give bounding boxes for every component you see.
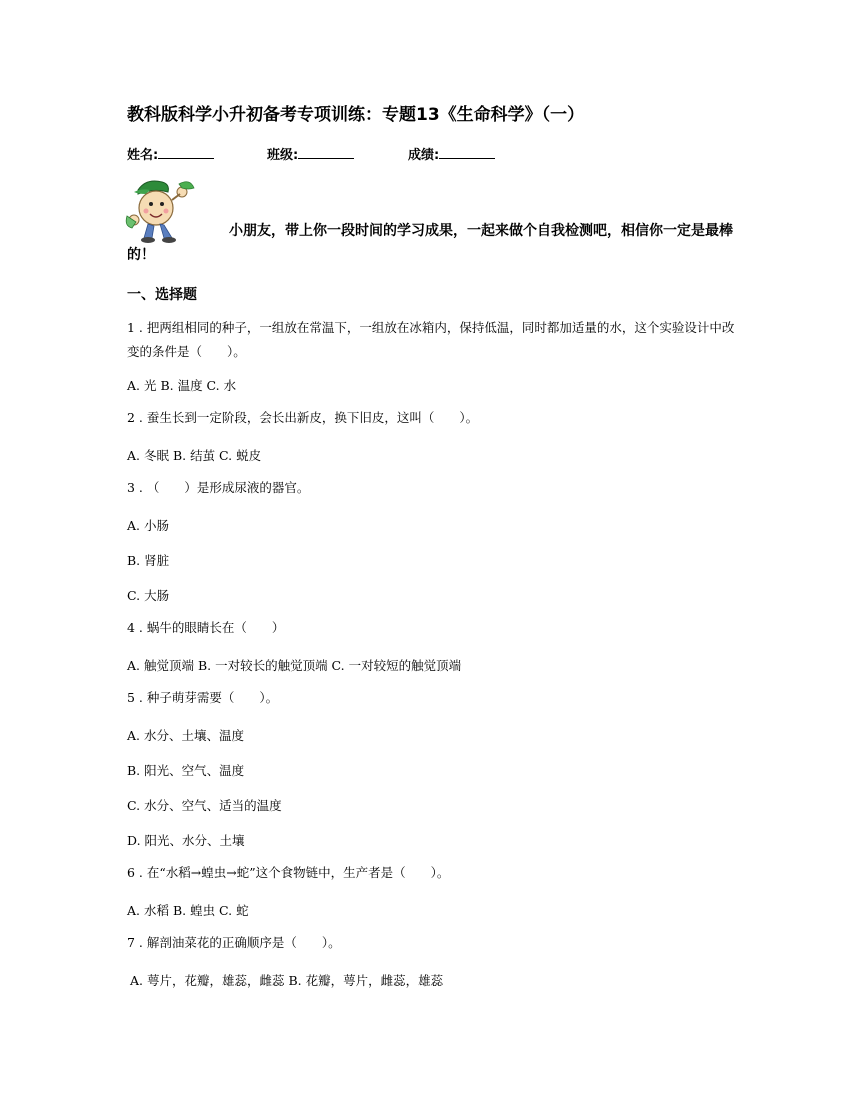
question-2-options[interactable]: A. 冬眠 B. 结茧 C. 蜕皮 [127,448,262,463]
question-4-stem: 4 . 蜗牛的眼睛长在（ ） [127,620,285,635]
score-blank[interactable] [439,146,495,159]
score-label: 成绩: [408,148,440,163]
question-5-stem: 5 . 种子萌芽需要（ ）。 [127,690,279,705]
class-field[interactable] [267,144,354,163]
class-blank[interactable] [298,146,354,159]
question-3-option-a[interactable]: A. 小肠 [127,518,169,533]
question-3-option-b[interactable]: B. 肾脏 [127,553,170,568]
question-6-stem: 6 . 在“水稻→蝗虫→蛇”这个食物链中，生产者是（ ）。 [127,865,450,880]
question-2-stem: 2 . 蚕生长到一定阶段，会长出新皮，换下旧皮，这叫（ ）。 [127,410,479,425]
question-5-option-b[interactable]: B. 阳光、空气、温度 [127,763,245,778]
name-label: 姓名: [127,148,159,163]
page-title: 教科版科学小升初备考专项训练：专题13《生命科学》（一） [127,105,585,125]
question-7-stem: 7 . 解剖油菜花的正确顺序是（ ）。 [127,935,341,950]
question-5-option-d[interactable]: D. 阳光、水分、土壤 [127,833,245,848]
question-7-options[interactable]: A. 萼片，花瓣，雄蕊，雌蕊 B. 花瓣，萼片，雌蕊，雄蕊 [130,973,444,988]
question-4-options[interactable]: A. 触觉顶端 B. 一对较长的触觉顶端 C. 一对较短的触觉顶端 [127,658,462,673]
question-3-stem: 3 . （ ）是形成尿液的器官。 [127,480,310,495]
question-1-stem: 1 . 把两组相同的种子，一组放在常温下，一组放在冰箱内，保持低温，同时都加适量的水，这个实验设计中改变的条件是（ ）。 [127,320,735,359]
class-label: 班级: [267,148,299,163]
name-blank[interactable] [158,146,214,159]
question-5-option-c[interactable]: C. 水分、空气、适当的温度 [127,798,282,813]
score-field[interactable] [408,144,495,163]
question-5-option-a[interactable]: A. 水分、土壤、温度 [127,728,244,743]
intro-text: 小朋友，带上你一段时间的学习成果，一起来做个自我检测吧，相信你一定是最棒的！ [127,223,733,263]
question-3-option-c[interactable]: C. 大肠 [127,588,170,603]
question-1-options[interactable]: A. 光 B. 温度 C. 水 [127,378,237,393]
section-title: 一、选择题 [127,287,197,303]
question-6-options[interactable]: A. 水稻 B. 蝗虫 C. 蛇 [127,903,249,918]
name-field[interactable] [127,144,214,163]
